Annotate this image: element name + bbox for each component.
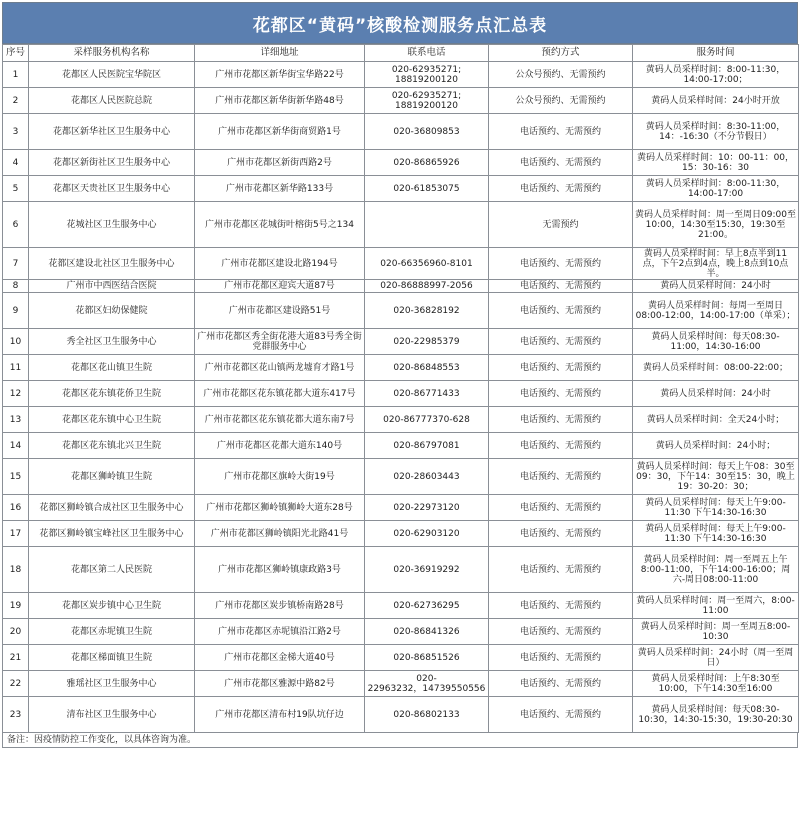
cell-institution: 花都区建设北社区卫生服务中心 [29,248,195,280]
cell-index: 11 [3,355,29,381]
cell-phone: 020-62935271; 18819200120 [365,88,489,114]
cell-institution: 雅瑶社区卫生服务中心 [29,671,195,697]
cell-booking: 电话预约、无需预约 [489,176,633,202]
header-address: 详细地址 [195,45,365,62]
cell-booking: 电话预约、无需预约 [489,645,633,671]
cell-index: 14 [3,433,29,459]
cell-phone: 020- 22963232，14739550556 [365,671,489,697]
cell-index: 19 [3,593,29,619]
cell-address: 广州市花都区建设路51号 [195,293,365,329]
cell-index: 21 [3,645,29,671]
service-points-table [2,44,799,733]
table-row [3,495,799,521]
cell-index: 15 [3,459,29,495]
table-row [3,248,799,280]
table-row [3,176,799,202]
table-row [3,645,799,671]
cell-phone: 020-86851526 [365,645,489,671]
cell-service-hours: 黄码人员采样时间：周一至周五8:00-10:30 [633,619,799,645]
cell-phone: 020-86865926 [365,150,489,176]
cell-index: 22 [3,671,29,697]
table-row [3,521,799,547]
cell-service-hours: 黄码人员采样时间：周一至周日09:00至10:00，14:30至15:30，19:30至21:00。 [633,202,799,248]
cell-index: 18 [3,547,29,593]
table-row [3,547,799,593]
cell-address: 广州市花都区新华街新华路48号 [195,88,365,114]
cell-address: 广州市花都区狮岭镇康政路3号 [195,547,365,593]
cell-institution: 花都区狮岭镇宝峰社区卫生服务中心 [29,521,195,547]
cell-booking: 电话预约、无需预约 [489,407,633,433]
cell-index: 1 [3,62,29,88]
cell-address: 广州市花都区赤坭镇沿江路2号 [195,619,365,645]
cell-service-hours: 黄码人员采样时间：早上8点半到11点，下午2点到4点，晚上8点到10点半。 [633,248,799,280]
cell-institution: 花都区人民医院宝华院区 [29,62,195,88]
header-index: 序号 [3,45,29,62]
cell-service-hours: 黄码人员采样时间：每天上午9:00-11:30 下午14:30-16:30 [633,521,799,547]
cell-institution: 花都区狮岭镇合成社区卫生服务中心 [29,495,195,521]
cell-institution: 秀全社区卫生服务中心 [29,329,195,355]
summary-sheet [2,2,798,748]
cell-institution: 花都区天贵社区卫生服务中心 [29,176,195,202]
cell-institution: 花都区赤坭镇卫生院 [29,619,195,645]
cell-phone: 020-86777370-628 [365,407,489,433]
cell-booking: 电话预约、无需预约 [489,433,633,459]
header-booking: 预约方式 [489,45,633,62]
cell-booking: 公众号预约、无需预约 [489,88,633,114]
cell-index: 4 [3,150,29,176]
cell-index: 20 [3,619,29,645]
cell-phone [365,202,489,248]
cell-address: 广州市花都区狮岭镇狮岭大道东28号 [195,495,365,521]
cell-phone: 020-22985379 [365,329,489,355]
cell-booking: 电话预约、无需预约 [489,293,633,329]
cell-booking: 电话预约、无需预约 [489,355,633,381]
table-row [3,381,799,407]
cell-address: 广州市花都区花东镇花都大道东南7号 [195,407,365,433]
cell-phone: 020-22973120 [365,495,489,521]
table-row [3,293,799,329]
table-row [3,593,799,619]
cell-institution: 花都区新华社区卫生服务中心 [29,114,195,150]
cell-booking: 电话预约、无需预约 [489,381,633,407]
cell-booking: 电话预约、无需预约 [489,459,633,495]
cell-booking: 电话预约、无需预约 [489,671,633,697]
table-row [3,459,799,495]
table-row [3,407,799,433]
cell-address: 广州市花都区花山镇两龙墟育才路1号 [195,355,365,381]
cell-booking: 电话预约、无需预约 [489,248,633,280]
cell-phone: 020-86797081 [365,433,489,459]
table-row [3,202,799,248]
cell-institution: 花都区花东镇花侨卫生院 [29,381,195,407]
cell-institution: 花都区炭步镇中心卫生院 [29,593,195,619]
cell-booking: 无需预约 [489,202,633,248]
cell-address: 广州市花都区花城街叶榕街5号之134 [195,202,365,248]
cell-index: 6 [3,202,29,248]
cell-booking: 电话预约、无需预约 [489,619,633,645]
cell-phone: 020-86888997-2056 [365,280,489,293]
cell-address: 广州市花都区旗岭大街19号 [195,459,365,495]
cell-address: 广州市花都区新华街商贸路1号 [195,114,365,150]
cell-phone: 020-86848553 [365,355,489,381]
cell-phone: 020-28603443 [365,459,489,495]
cell-service-hours: 黄码人员采样时间：周一至周六，8:00-11:00 [633,593,799,619]
cell-booking: 电话预约、无需预约 [489,697,633,733]
cell-institution: 花都区妇幼保健院 [29,293,195,329]
cell-institution: 广州市中西医结合医院 [29,280,195,293]
cell-index: 2 [3,88,29,114]
cell-phone: 020-61853075 [365,176,489,202]
cell-address: 广州市花都区花都大道东140号 [195,433,365,459]
cell-booking: 电话预约、无需预约 [489,521,633,547]
cell-service-hours: 黄码人员采样时间：24小时 [633,280,799,293]
cell-index: 12 [3,381,29,407]
table-row [3,671,799,697]
header-phone: 联系电话 [365,45,489,62]
cell-service-hours: 黄码人员采样时间：上午8:30至10:00，下午14:30至16:00 [633,671,799,697]
cell-booking: 公众号预约、无需预约 [489,62,633,88]
cell-service-hours: 黄码人员采样时间：08:00-22:00； [633,355,799,381]
cell-service-hours: 黄码人员采样时间：8:00-11:30，14:00-17:00； [633,62,799,88]
cell-institution: 花都区新街社区卫生服务中心 [29,150,195,176]
cell-phone: 020-62935271; 18819200120 [365,62,489,88]
table-row [3,619,799,645]
cell-address: 广州市花都区秀全街花港大道83号秀全街党群服务中心 [195,329,365,355]
cell-address: 广州市花都区新华路133号 [195,176,365,202]
cell-service-hours: 黄码人员采样时间：24小时开放 [633,88,799,114]
cell-booking: 电话预约、无需预约 [489,593,633,619]
cell-service-hours: 黄码人员采样时间：24小时（周一至周日） [633,645,799,671]
cell-service-hours: 黄码人员采样时间：周一至周五上午8:00-11:00，下午14:00-16:00；周六-周日08:00-11:00 [633,547,799,593]
cell-service-hours: 黄码人员采样时间：8:00-11:30，14:00-17:00 [633,176,799,202]
cell-phone: 020-86841326 [365,619,489,645]
header-institution: 采样服务机构名称 [29,45,195,62]
cell-address: 广州市花都区狮岭镇阳光北路41号 [195,521,365,547]
table-row [3,62,799,88]
cell-institution: 花城社区卫生服务中心 [29,202,195,248]
cell-index: 7 [3,248,29,280]
cell-phone: 020-62903120 [365,521,489,547]
cell-index: 17 [3,521,29,547]
table-row [3,114,799,150]
cell-address: 广州市花都区清布村19队坑仔边 [195,697,365,733]
cell-address: 广州市花都区炭步镇桥南路28号 [195,593,365,619]
cell-service-hours: 黄码人员采样时间：24小时 [633,381,799,407]
cell-index: 5 [3,176,29,202]
cell-booking: 电话预约、无需预约 [489,547,633,593]
cell-index: 13 [3,407,29,433]
cell-index: 16 [3,495,29,521]
table-row [3,433,799,459]
table-body [3,62,799,733]
cell-index: 23 [3,697,29,733]
cell-phone: 020-86771433 [365,381,489,407]
cell-service-hours: 黄码人员采样时间：8:30-11:00，14：-16:30（不分节假日） [633,114,799,150]
cell-index: 9 [3,293,29,329]
cell-address: 广州市花都区雅源中路82号 [195,671,365,697]
cell-institution: 花都区花东镇中心卫生院 [29,407,195,433]
cell-booking: 电话预约、无需预约 [489,329,633,355]
cell-service-hours: 黄码人员采样时间：每周一至周日08:00-12:00，14:00-17:00（单采）； [633,293,799,329]
table-row [3,697,799,733]
cell-institution: 花都区人民医院总院 [29,88,195,114]
cell-service-hours: 黄码人员采样时间：10：00-11：00，15：30-16：30 [633,150,799,176]
table-row [3,88,799,114]
cell-phone: 020-62736295 [365,593,489,619]
table-row [3,329,799,355]
footnote: 备注：因疫情防控工作变化，以具体咨询为准。 [2,733,798,748]
cell-institution: 花都区花山镇卫生院 [29,355,195,381]
cell-service-hours: 黄码人员采样时间：每天08:30-11:00，14:30-16:00 [633,329,799,355]
cell-institution: 花都区梯面镇卫生院 [29,645,195,671]
cell-service-hours: 黄码人员采样时间：全天24小时； [633,407,799,433]
cell-phone: 020-36809853 [365,114,489,150]
sheet-title: 花都区“黄码”核酸检测服务点汇总表 [2,2,798,44]
table-row [3,355,799,381]
cell-service-hours: 黄码人员采样时间：每天08:30-10:30，14:30-15:30，19:30-20:30 [633,697,799,733]
table-row [3,150,799,176]
cell-booking: 电话预约、无需预约 [489,280,633,293]
cell-institution: 花都区第二人民医院 [29,547,195,593]
cell-booking: 电话预约、无需预约 [489,150,633,176]
cell-address: 广州市花都区迎宾大道87号 [195,280,365,293]
cell-phone: 020-66356960-8101 [365,248,489,280]
cell-index: 8 [3,280,29,293]
cell-address: 广州市花都区金梯大道40号 [195,645,365,671]
cell-address: 广州市花都区建设北路194号 [195,248,365,280]
cell-index: 10 [3,329,29,355]
cell-service-hours: 黄码人员采样时间：24小时； [633,433,799,459]
cell-phone: 020-86802133 [365,697,489,733]
cell-institution: 花都区狮岭镇卫生院 [29,459,195,495]
table-row [3,280,799,293]
cell-address: 广州市花都区新街西路2号 [195,150,365,176]
header-service-hours: 服务时间 [633,45,799,62]
cell-booking: 电话预约、无需预约 [489,495,633,521]
cell-institution: 清布社区卫生服务中心 [29,697,195,733]
cell-address: 广州市花都区花东镇花都大道东417号 [195,381,365,407]
cell-service-hours: 黄码人员采样时间：每天上午9:00-11:30 下午14:30-16:30 [633,495,799,521]
cell-address: 广州市花都区新华街宝华路22号 [195,62,365,88]
cell-institution: 花都区花东镇北兴卫生院 [29,433,195,459]
cell-booking: 电话预约、无需预约 [489,114,633,150]
cell-index: 3 [3,114,29,150]
table-header-row [3,45,799,62]
cell-phone: 020-36919292 [365,547,489,593]
cell-service-hours: 黄码人员采样时间：每天上午08：30至09：30，下午14：30至15：30，晚上19：30-20：30； [633,459,799,495]
cell-phone: 020-36828192 [365,293,489,329]
